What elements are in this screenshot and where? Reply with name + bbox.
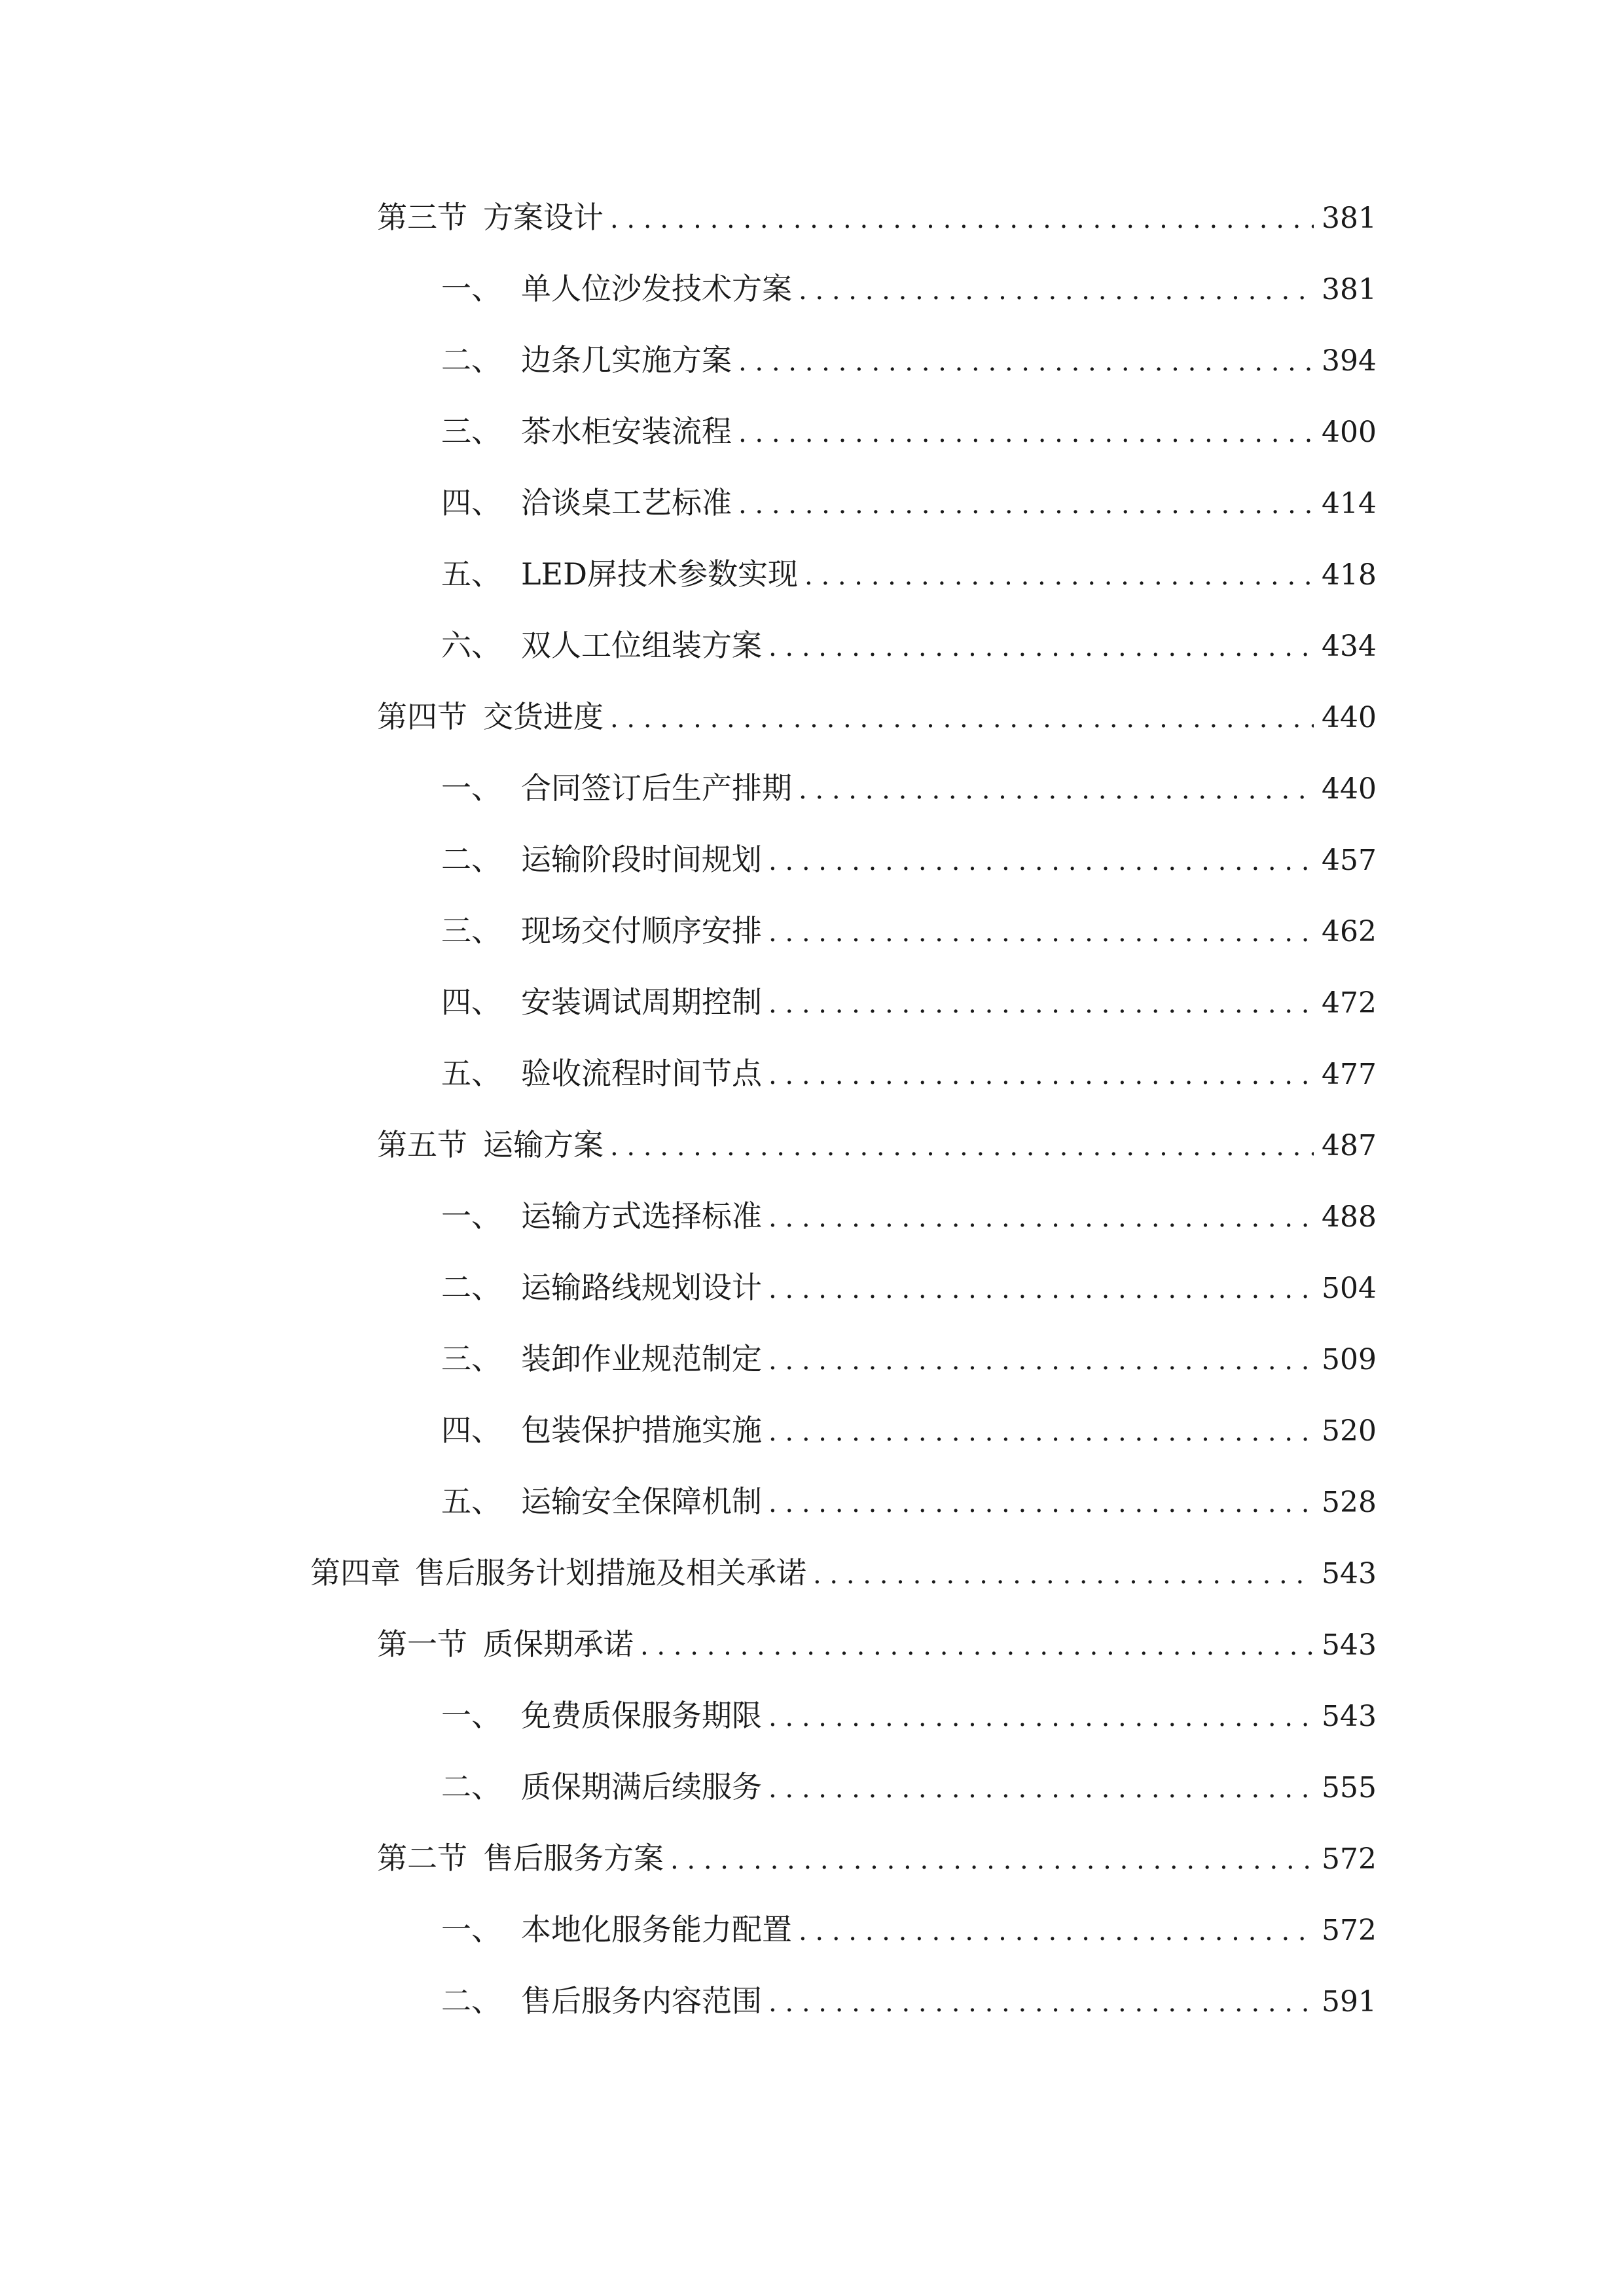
toc-entry-page-number: 457 — [1322, 844, 1377, 877]
toc-entry-page-number: 520 — [1322, 1414, 1377, 1448]
dot-leader — [799, 268, 1314, 314]
toc-entry-prefix: 第四节 — [377, 699, 467, 734]
toc-entry-title: 现场交付顺序安排 — [521, 913, 762, 948]
toc-entry-prefix: 一、 — [441, 271, 501, 306]
toc-entry-prefix: 二、 — [441, 1983, 501, 2018]
toc-entry-prefix: 一、 — [441, 1912, 501, 1947]
toc-entry-prefix: 二、 — [441, 842, 501, 877]
dot-leader — [738, 410, 1314, 456]
toc-entry-section[interactable] — [377, 694, 1377, 740]
toc-entry-prefix: 第四章 — [310, 1555, 401, 1590]
toc-entry-title: 本地化服务能力配置 — [521, 1912, 792, 1947]
toc-entry-item[interactable] — [441, 1907, 1377, 1952]
toc-entry-section[interactable] — [377, 1122, 1377, 1168]
dot-leader — [738, 339, 1314, 385]
toc-entry-page-number: 462 — [1322, 915, 1377, 948]
toc-entry-title: 装卸作业规范制定 — [521, 1341, 762, 1376]
toc-entry-item[interactable] — [441, 1407, 1377, 1453]
dot-leader — [768, 910, 1314, 956]
dot-leader — [804, 553, 1314, 599]
toc-entry-page-number: 572 — [1322, 1842, 1377, 1876]
toc-entry-item[interactable] — [441, 408, 1377, 454]
toc-entry-page-number: 543 — [1322, 1628, 1377, 1662]
toc-entry-page-number: 440 — [1322, 772, 1377, 806]
toc-entry-prefix: 三、 — [441, 414, 501, 449]
toc-entry-page-number: 555 — [1322, 1771, 1377, 1804]
toc-entry-page-number: 414 — [1322, 487, 1377, 520]
toc-entry-prefix: 二、 — [441, 1769, 501, 1804]
toc-entry-item[interactable] — [441, 1479, 1377, 1524]
toc-entry-page-number: 394 — [1322, 344, 1377, 378]
toc-entry-prefix: 一、 — [441, 1698, 501, 1733]
toc-entry-item[interactable] — [441, 551, 1377, 597]
toc-entry-title: 边条几实施方案 — [521, 342, 732, 378]
toc-entry-page-number: 487 — [1322, 1129, 1377, 1162]
toc-entry-prefix: 二、 — [441, 1270, 501, 1305]
dot-leader — [799, 767, 1314, 813]
toc-entry-page-number: 572 — [1322, 1914, 1377, 1947]
toc-entry-title: 合同签订后生产排期 — [521, 770, 792, 806]
toc-entry-prefix: 一、 — [441, 770, 501, 806]
toc-entry-page-number: 400 — [1322, 416, 1377, 449]
toc-entry-prefix: 五、 — [441, 556, 501, 592]
toc-entry-page-number: 381 — [1322, 273, 1377, 306]
toc-entry-title: 免费质保服务期限 — [521, 1698, 762, 1733]
toc-entry-title: 运输方式选择标准 — [521, 1198, 762, 1234]
toc-entry-prefix: 第五节 — [377, 1127, 467, 1162]
dot-leader — [768, 1052, 1314, 1098]
toc-entry-title: 运输阶段时间规划 — [521, 842, 762, 877]
toc-entry-page-number: 543 — [1322, 1700, 1377, 1733]
toc-entry-title: 运输安全保障机制 — [521, 1484, 762, 1519]
dot-leader — [768, 1766, 1314, 1812]
toc-entry-title: 运输方案 — [483, 1127, 604, 1162]
toc-entry-item[interactable] — [441, 908, 1377, 954]
toc-entry-title: 质保期满后续服务 — [521, 1769, 762, 1804]
toc-entry-prefix: 四、 — [441, 485, 501, 520]
toc-entry-title: 双人工位组装方案 — [521, 628, 762, 663]
toc-entry-prefix: 三、 — [441, 913, 501, 948]
toc-entry-page-number: 504 — [1322, 1272, 1377, 1305]
toc-entry-prefix: 五、 — [441, 1056, 501, 1091]
toc-entry-item[interactable] — [441, 266, 1377, 312]
toc-entry-title: LED屏技术参数实现 — [521, 556, 799, 592]
dot-leader — [610, 1124, 1314, 1170]
toc-entry-title: 质保期承诺 — [483, 1626, 634, 1662]
toc-entry-prefix: 第二节 — [377, 1840, 467, 1876]
dot-leader — [768, 981, 1314, 1027]
toc-entry-item[interactable] — [441, 979, 1377, 1025]
toc-entry-title: 单人位沙发技术方案 — [521, 271, 792, 306]
toc-entry-prefix: 四、 — [441, 1412, 501, 1448]
toc-entry-section[interactable] — [377, 194, 1377, 240]
dot-leader — [768, 624, 1314, 670]
toc-entry-title: 交货进度 — [483, 699, 604, 734]
toc-entry-page-number: 528 — [1322, 1486, 1377, 1519]
toc-entry-page-number: 509 — [1322, 1343, 1377, 1376]
toc-entry-item[interactable] — [441, 622, 1377, 668]
toc-entry-item[interactable] — [441, 1978, 1377, 2024]
toc-entry-title: 包装保护措施实施 — [521, 1412, 762, 1448]
toc-entry-page-number: 477 — [1322, 1058, 1377, 1091]
dot-leader — [768, 1695, 1314, 1740]
toc-entry-title: 售后服务计划措施及相关承诺 — [415, 1555, 806, 1590]
toc-entry-item[interactable] — [441, 1050, 1377, 1096]
toc-entry-prefix: 四、 — [441, 984, 501, 1020]
dot-leader — [738, 482, 1314, 528]
toc-entry-section[interactable] — [377, 1621, 1377, 1667]
dot-leader — [768, 1338, 1314, 1384]
dot-leader — [610, 196, 1314, 242]
dot-leader — [799, 1909, 1314, 1954]
toc-entry-prefix: 二、 — [441, 342, 501, 378]
toc-entry-page-number: 488 — [1322, 1200, 1377, 1234]
toc-entry-prefix: 五、 — [441, 1484, 501, 1519]
toc-entry-prefix: 一、 — [441, 1198, 501, 1234]
dot-leader — [768, 838, 1314, 884]
toc-entry-section[interactable] — [377, 1835, 1377, 1881]
toc-entry-title: 验收流程时间节点 — [521, 1056, 762, 1091]
toc-entry-page-number: 418 — [1322, 558, 1377, 592]
toc-entry-item[interactable] — [441, 1265, 1377, 1310]
toc-entry-title: 茶水柜安装流程 — [521, 414, 732, 449]
dot-leader — [768, 1480, 1314, 1526]
dot-leader — [610, 696, 1314, 742]
toc-entry-page-number: 434 — [1322, 630, 1377, 663]
toc-entry-page-number: 591 — [1322, 1985, 1377, 2018]
toc-entry-title: 洽谈桌工艺标准 — [521, 485, 732, 520]
toc-entry-page-number: 440 — [1322, 701, 1377, 734]
toc-entry-prefix: 第三节 — [377, 200, 467, 235]
dot-leader — [768, 1195, 1314, 1241]
toc-entry-item[interactable] — [441, 1193, 1377, 1239]
toc-entry-item[interactable] — [441, 1764, 1377, 1810]
toc-entry-title: 售后服务方案 — [483, 1840, 664, 1876]
dot-leader — [670, 1837, 1314, 1883]
toc-entry-item[interactable] — [441, 480, 1377, 526]
dot-leader — [640, 1623, 1314, 1669]
dot-leader — [768, 1409, 1314, 1455]
toc-entry-title: 方案设计 — [483, 200, 604, 235]
toc-entry-item[interactable] — [441, 1693, 1377, 1738]
dot-leader — [768, 1266, 1314, 1312]
toc-entry-title: 运输路线规划设计 — [521, 1270, 762, 1305]
toc-entry-prefix: 第一节 — [377, 1626, 467, 1662]
toc-entry-page-number: 472 — [1322, 986, 1377, 1020]
dot-leader — [768, 1980, 1314, 2026]
toc-entry-item[interactable] — [441, 765, 1377, 811]
toc-entry-page-number: 543 — [1322, 1557, 1377, 1590]
toc-entry-item[interactable] — [441, 836, 1377, 882]
toc-entry-chapter[interactable] — [310, 1550, 1377, 1596]
toc-entry-prefix: 六、 — [441, 628, 501, 663]
toc-entry-item[interactable] — [441, 337, 1377, 383]
toc-entry-title: 售后服务内容范围 — [521, 1983, 762, 2018]
toc-entry-prefix: 三、 — [441, 1341, 501, 1376]
toc-entry-title: 安装调试周期控制 — [521, 984, 762, 1020]
toc-entry-page-number: 381 — [1322, 202, 1377, 235]
toc-entry-item[interactable] — [441, 1336, 1377, 1382]
dot-leader — [813, 1552, 1314, 1598]
